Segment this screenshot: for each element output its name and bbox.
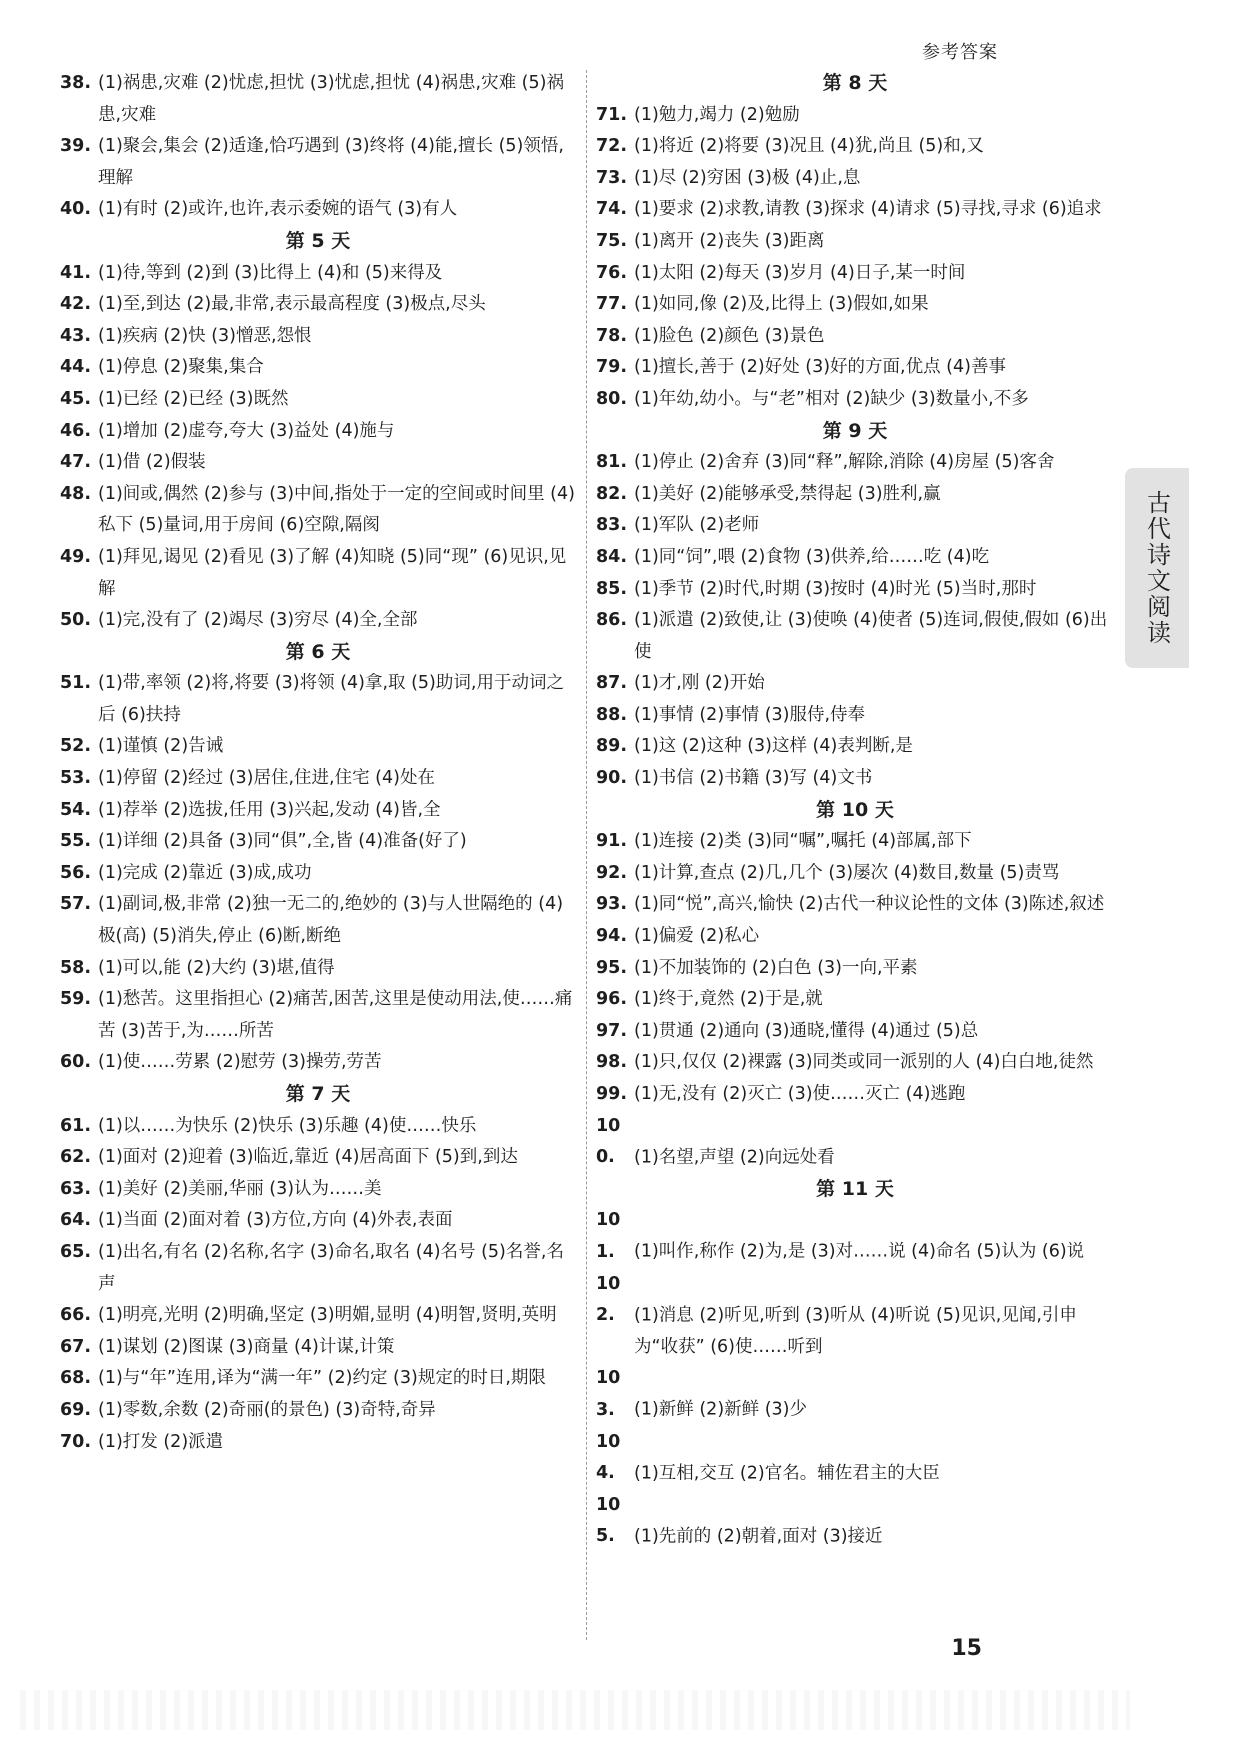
answer-number: 95. [596, 957, 628, 978]
answer-item [596, 226, 1114, 258]
answer-text: (1)美好 (2)能够承受,禁得起 (3)胜利,赢 [634, 483, 941, 504]
answer-number: 58. [60, 957, 92, 978]
answer-number: 73. [596, 167, 628, 188]
answer-item [60, 258, 576, 290]
answer-item [596, 1490, 1114, 1553]
answer-item [60, 447, 576, 479]
answer-item [60, 1174, 576, 1206]
answer-number: 85. [596, 578, 628, 599]
section-side-tab-label: 古代诗文阅读 [1142, 490, 1171, 646]
answer-item [596, 289, 1114, 321]
answer-item [596, 1016, 1114, 1048]
answer-item [60, 1047, 576, 1079]
answer-item [596, 479, 1114, 511]
answer-text: (1)事情 (2)事情 (3)服侍,侍奉 [634, 704, 866, 725]
answer-number: 48. [60, 483, 92, 504]
answer-text: (1)荐举 (2)选拔,任用 (3)兴起,发动 (4)皆,全 [98, 799, 441, 820]
page-number: 15 [951, 1636, 982, 1661]
answer-text: (1)连接 (2)类 (3)同“嘱”,嘱托 (4)部属,部下 [634, 831, 972, 852]
answer-item [596, 700, 1114, 732]
answer-text: (1)才,刚 (2)开始 [634, 673, 765, 694]
answer-item [60, 352, 576, 384]
answer-number: 96. [596, 989, 628, 1010]
answer-number: 62. [60, 1147, 92, 1168]
answer-item [60, 384, 576, 416]
answer-item [596, 131, 1114, 163]
answer-item [596, 574, 1114, 606]
answer-text: (1)有时 (2)或许,也许,表示委婉的语气 (3)有人 [98, 199, 458, 220]
answer-text: (1)新鲜 (2)新鲜 (3)少 [634, 1399, 807, 1420]
answer-number: 65. [60, 1241, 92, 1262]
answer-item [60, 731, 576, 763]
answer-text: (1)脸色 (2)颜色 (3)景色 [634, 325, 825, 346]
answer-item [60, 1395, 576, 1427]
answer-text: (1)美好 (2)美丽,华丽 (3)认为……美 [98, 1178, 382, 1199]
answer-text: (1)与“年”连用,译为“满一年” (2)约定 (3)规定的时日,期限 [98, 1368, 546, 1389]
answer-number: 70. [60, 1431, 92, 1452]
answer-number: 46. [60, 420, 92, 441]
answer-number: 97. [596, 1020, 628, 1041]
answer-item [60, 321, 576, 353]
answer-item [60, 479, 576, 542]
answer-text: (1)无,没有 (2)灭亡 (3)使……灭亡 (4)逃跑 [634, 1084, 966, 1104]
answer-text: (1)派遣 (2)致使,让 (3)使唤 (4)使者 (5)连词,假使,假如 (6)出使 [634, 610, 1108, 662]
answer-text: (1)当面 (2)面对着 (3)方位,方向 (4)外表,表面 [98, 1210, 453, 1231]
answer-item [596, 510, 1114, 542]
answer-text: (1)同“饲”,喂 (2)食物 (3)供养,给……吃 (4)吃 [634, 546, 990, 567]
answer-text: (1)拜见,谒见 (2)看见 (3)了解 (4)知晓 (5)同“现” (6)见识,见解 [98, 546, 567, 599]
answer-item [60, 763, 576, 795]
answer-text: (1)详细 (2)具备 (3)同“俱”,全,皆 (4)准备(好了) [98, 831, 467, 852]
answer-text: (1)这 (2)这种 (3)这样 (4)表判断,是 [634, 736, 913, 757]
answer-item [60, 858, 576, 890]
answer-item [60, 984, 576, 1047]
answer-item [60, 795, 576, 827]
answer-number: 69. [60, 1399, 92, 1420]
day-heading: 第 9 天 [822, 419, 888, 442]
answer-item [60, 1237, 576, 1300]
answer-text: (1)出名,有名 (2)名称,名字 (3)命名,取名 (4)名号 (5)名誉,名声 [98, 1241, 564, 1294]
answer-number: 72. [596, 136, 628, 157]
answer-text: (1)将近 (2)将要 (3)况且 (4)犹,尚且 (5)和,又 [634, 136, 984, 157]
answer-number: 53. [60, 768, 92, 789]
answer-text: (1)至,到达 (2)最,非常,表示最高程度 (3)极点,尽头 [98, 294, 486, 315]
answer-number: 56. [60, 862, 92, 883]
answer-item [60, 416, 576, 448]
answer-text: (1)不加装饰的 (2)白色 (3)一向,平素 [634, 957, 918, 978]
answer-text: (1)只,仅仅 (2)裸露 (3)同类或同一派别的人 (4)白白地,徒然 [634, 1052, 1094, 1073]
answer-number: 64. [60, 1210, 92, 1231]
answer-item [596, 258, 1114, 290]
answer-text: (1)季节 (2)时代,时期 (3)按时 (4)时光 (5)当时,那时 [634, 578, 1037, 599]
answer-text: (1)带,率领 (2)将,将要 (3)将领 (4)拿,取 (5)助词,用于动词之后 (6)扶持 [98, 673, 564, 725]
answer-text: (1)同“悦”,高兴,愉快 (2)古代一种议论性的文体 (3)陈述,叙述 [634, 894, 1105, 915]
answer-text: (1)勉力,竭力 (2)勉励 [634, 104, 800, 125]
answer-number: 38. [60, 73, 92, 93]
answer-item [60, 1427, 576, 1459]
answer-number: 63. [60, 1178, 92, 1199]
section-side-tab [1125, 468, 1189, 668]
answer-text: (1)贯通 (2)通向 (3)通晓,懂得 (4)通过 (5)总 [634, 1020, 979, 1041]
answer-item [596, 668, 1114, 700]
answer-number: 105. [596, 1494, 621, 1547]
answer-item [60, 826, 576, 858]
answer-item [60, 953, 576, 985]
answer-number: 54. [60, 799, 92, 820]
answer-number: 80. [596, 388, 628, 409]
answer-number: 49. [60, 546, 92, 567]
answer-item [60, 1300, 576, 1332]
answer-item [60, 131, 576, 194]
answer-number: 104. [596, 1431, 621, 1484]
answer-item [60, 68, 576, 131]
answer-text: (1)互相,交互 (2)官名。辅佐君主的大臣 [634, 1463, 940, 1484]
answer-text: (1)停息 (2)聚集,集合 [98, 357, 264, 378]
answer-text: (1)名望,声望 (2)向远处看 [634, 1147, 835, 1168]
answer-item [596, 194, 1114, 226]
answer-text: (1)疾病 (2)快 (3)憎恶,怨恨 [98, 325, 312, 346]
answer-number: 55. [60, 831, 92, 852]
answer-text: (1)偏爱 (2)私心 [634, 926, 760, 947]
answer-number: 88. [596, 704, 628, 725]
answer-number: 51. [60, 673, 92, 694]
answer-text: (1)先前的 (2)朝着,面对 (3)接近 [634, 1526, 883, 1547]
answer-text: (1)愁苦。这里指担心 (2)痛苦,困苦,这里是使动用法,使……痛苦 (3)苦于,为……所苦 [98, 989, 573, 1041]
answer-text: (1)终于,竟然 (2)于是,就 [634, 989, 823, 1010]
answer-text: (1)太阳 (2)每天 (3)岁月 (4)日子,某一时间 [634, 262, 966, 283]
answer-number: 75. [596, 230, 628, 251]
answer-text: (1)增加 (2)虚夸,夸大 (3)益处 (4)施与 [98, 420, 395, 441]
answer-number: 98. [596, 1052, 628, 1073]
answer-text: (1)祸患,灾难 (2)忧虑,担忧 (3)忧虑,担忧 (4)祸患,灾难 (5)祸患,灾难 [98, 73, 564, 125]
answer-number: 59. [60, 989, 92, 1010]
day-heading: 第 8 天 [822, 72, 888, 94]
answer-text: (1)使……劳累 (2)慰劳 (3)操劳,劳苦 [98, 1052, 382, 1073]
answer-number: 40. [60, 199, 92, 220]
answer-text: (1)聚会,集会 (2)适逢,恰巧遇到 (3)终将 (4)能,擅长 (5)领悟,理解 [98, 136, 564, 188]
answer-number: 45. [60, 388, 92, 409]
answer-number: 76. [596, 262, 628, 283]
answer-item [60, 1363, 576, 1395]
answer-item [596, 921, 1114, 953]
answer-item [60, 1111, 576, 1143]
answer-item [596, 826, 1114, 858]
answer-text: (1)擅长,善于 (2)好处 (3)好的方面,优点 (4)善事 [634, 357, 1006, 378]
answer-number: 66. [60, 1305, 92, 1326]
day-heading: 第 7 天 [285, 1083, 351, 1105]
answer-number: 68. [60, 1368, 92, 1389]
answer-item [60, 194, 576, 226]
header-label: 参考答案 [922, 42, 998, 63]
answer-number: 43. [60, 325, 92, 346]
answer-number: 71. [596, 104, 628, 125]
answer-item [596, 352, 1114, 384]
answer-text: (1)借 (2)假装 [98, 452, 206, 473]
answer-number: 99. [596, 1084, 628, 1104]
answer-number: 87. [596, 673, 628, 694]
answer-item [596, 858, 1114, 890]
left-column [60, 68, 576, 1458]
answer-item [596, 1047, 1114, 1079]
answer-text: (1)副词,极,非常 (2)独一无二的,绝妙的 (3)与人世隔绝的 (4)极(高) (5)消失,停止 (6)断,断绝 [98, 894, 564, 947]
answer-number: 93. [596, 894, 628, 915]
answer-number: 47. [60, 452, 92, 473]
answer-item [596, 1111, 1114, 1174]
answer-item [596, 384, 1114, 416]
answer-item [596, 889, 1114, 921]
answer-text: (1)如同,像 (2)及,比得上 (3)假如,如果 [634, 294, 929, 315]
answer-text: (1)以……为快乐 (2)快乐 (3)乐趣 (4)使……快乐 [98, 1115, 477, 1136]
answer-item [596, 953, 1114, 985]
answer-text: (1)计算,查点 (2)几,几个 (3)屡次 (4)数目,数量 (5)责骂 [634, 862, 1060, 883]
answer-item [60, 668, 576, 731]
answer-number: 78. [596, 325, 628, 346]
answer-number: 101. [596, 1210, 621, 1262]
answer-item [60, 889, 576, 952]
answer-item [596, 1427, 1114, 1490]
answer-number: 103. [596, 1368, 621, 1420]
answer-text: (1)离开 (2)丧失 (3)距离 [634, 230, 825, 251]
answer-item [60, 605, 576, 637]
answer-item [596, 731, 1114, 763]
answer-number: 67. [60, 1336, 92, 1357]
answer-text: (1)叫作,称作 (2)为,是 (3)对……说 (4)命名 (5)认为 (6)说 [634, 1241, 1085, 1262]
answer-number: 91. [596, 831, 628, 852]
column-divider [586, 70, 587, 1640]
answer-number: 50. [60, 610, 92, 631]
right-column [596, 68, 1114, 1553]
answer-text: (1)待,等到 (2)到 (3)比得上 (4)和 (5)来得及 [98, 262, 443, 283]
answer-text: (1)尽 (2)穷困 (3)极 (4)止,息 [634, 167, 861, 188]
answer-text: (1)间或,偶然 (2)参与 (3)中间,指处于一定的空间或时间里 (4)私下 (5)量词,用于房间 (6)空隙,隔阂 [98, 483, 575, 536]
scan-noise-strip [20, 1690, 1130, 1730]
answer-item [596, 100, 1114, 132]
answer-item [596, 321, 1114, 353]
answer-item [596, 763, 1114, 795]
answer-number: 42. [60, 294, 92, 315]
answer-text: (1)打发 (2)派遣 [98, 1431, 224, 1452]
answer-item [596, 1269, 1114, 1364]
answer-text: (1)可以,能 (2)大约 (3)堪,值得 [98, 957, 335, 978]
answer-number: 89. [596, 736, 628, 757]
answer-number: 102. [596, 1273, 621, 1326]
answer-item [60, 1332, 576, 1364]
day-heading: 第 5 天 [285, 229, 351, 252]
answer-item [596, 542, 1114, 574]
answer-number: 94. [596, 926, 628, 947]
answer-number: 57. [60, 894, 92, 915]
answer-number: 82. [596, 483, 628, 504]
answer-item [596, 447, 1114, 479]
answer-text: (1)谨慎 (2)告诫 [98, 736, 224, 757]
answer-number: 83. [596, 515, 628, 536]
answer-number: 84. [596, 546, 628, 567]
answer-text: (1)停留 (2)经过 (3)居住,住进,住宅 (4)处在 [98, 768, 435, 789]
answer-text: (1)已经 (2)已经 (3)既然 [98, 388, 289, 409]
answer-number: 92. [596, 862, 628, 883]
answer-item [60, 542, 576, 605]
answer-item [60, 289, 576, 321]
answer-number: 81. [596, 452, 628, 473]
answer-number: 79. [596, 357, 628, 378]
answer-text: (1)谋划 (2)图谋 (3)商量 (4)计谋,计策 [98, 1336, 395, 1357]
answer-number: 100. [596, 1115, 621, 1168]
answer-item [596, 1079, 1114, 1111]
day-heading: 第 10 天 [816, 798, 894, 821]
answer-number: 52. [60, 736, 92, 757]
answer-number: 86. [596, 610, 628, 631]
answer-number: 60. [60, 1052, 92, 1073]
day-heading: 第 11 天 [816, 1177, 894, 1200]
answer-text: (1)年幼,幼小。与“老”相对 (2)缺少 (3)数量小,不多 [634, 388, 1029, 409]
answer-text: (1)停止 (2)舍弃 (3)同“释”,解除,消除 (4)房屋 (5)客舍 [634, 452, 1055, 473]
answer-number: 41. [60, 262, 92, 283]
answer-item [596, 984, 1114, 1016]
answer-item [596, 163, 1114, 195]
answer-text: (1)零数,余数 (2)奇丽(的景色) (3)奇特,奇异 [98, 1399, 436, 1420]
answer-item [60, 1205, 576, 1237]
answer-item [596, 1205, 1114, 1268]
answer-number: 74. [596, 199, 628, 220]
answer-text: (1)面对 (2)迎着 (3)临近,靠近 (4)居高面下 (5)到,到达 [98, 1147, 518, 1168]
answer-text: (1)完,没有了 (2)竭尽 (3)穷尽 (4)全,全部 [98, 610, 418, 631]
day-heading: 第 6 天 [285, 640, 351, 663]
answer-text: (1)要求 (2)求教,请教 (3)探求 (4)请求 (5)寻找,寻求 (6)追求 [634, 199, 1102, 220]
answer-item [60, 1142, 576, 1174]
answer-text: (1)书信 (2)书籍 (3)写 (4)文书 [634, 768, 873, 789]
answer-number: 39. [60, 136, 92, 157]
answer-number: 77. [596, 294, 628, 315]
answer-text: (1)军队 (2)老师 [634, 515, 760, 536]
answer-number: 90. [596, 768, 628, 789]
answer-number: 61. [60, 1115, 92, 1136]
answer-item [596, 605, 1114, 668]
answer-text: (1)完成 (2)靠近 (3)成,成功 [98, 862, 312, 883]
answer-number: 44. [60, 357, 92, 378]
answer-text: (1)消息 (2)听见,听到 (3)听从 (4)听说 (5)见识,见闻,引申为“收获” (6)使……听到 [634, 1305, 1077, 1357]
answer-text: (1)明亮,光明 (2)明确,坚定 (3)明媚,显明 (4)明智,贤明,英明 [98, 1305, 557, 1326]
answer-item [596, 1363, 1114, 1426]
